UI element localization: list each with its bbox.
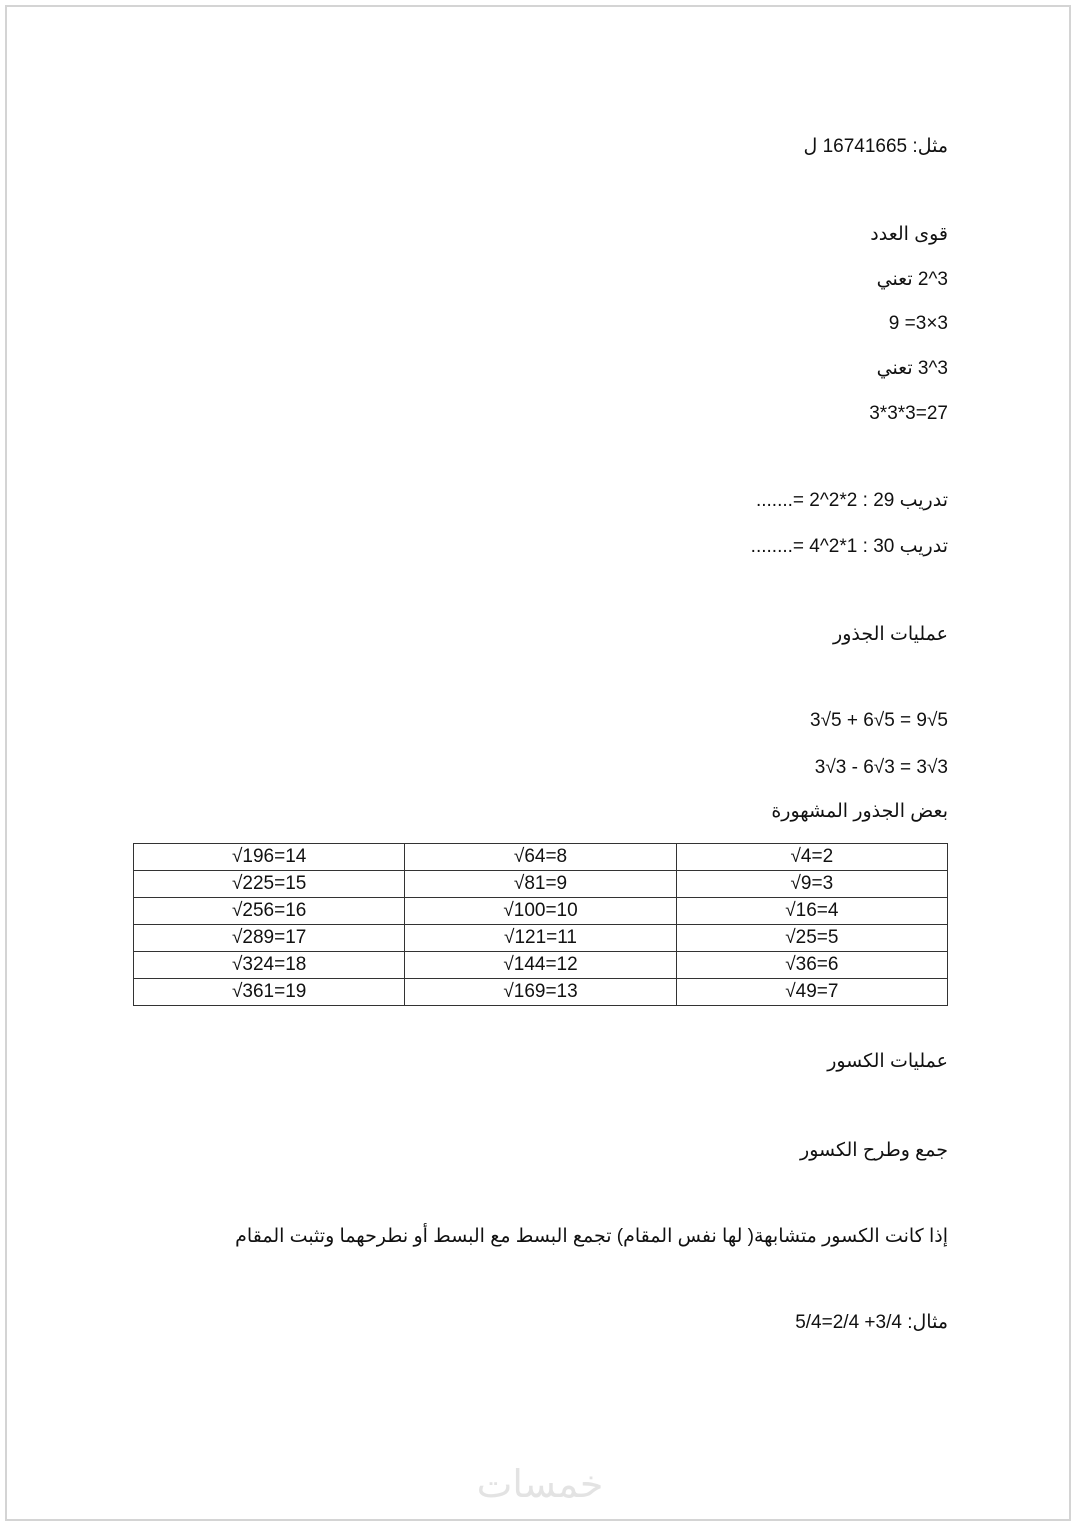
fractions-example: مثال: 3/4+ 2/4=5/4 — [795, 1312, 948, 1333]
table-cell: √4=2 — [676, 844, 947, 871]
table-cell: √81=9 — [405, 871, 676, 898]
table-cell: √121=11 — [405, 925, 676, 952]
table-cell: √49=7 — [676, 979, 947, 1006]
table-row — [134, 952, 948, 979]
roots-heading: عمليات الجذور — [833, 624, 948, 645]
table-cell: √324=18 — [134, 952, 405, 979]
table-cell: √289=17 — [134, 925, 405, 952]
watermark-logo: خمسات — [476, 1464, 604, 1506]
powers-line: 3^2 تعني — [876, 269, 948, 290]
square-roots-table — [133, 843, 948, 1006]
powers-line: 27=3*3*3 — [869, 403, 948, 424]
table-row — [134, 979, 948, 1006]
table-cell: √225=15 — [134, 871, 405, 898]
table-row — [134, 925, 948, 952]
roots-example: 3√3 - 6√3 = 3√3 — [814, 757, 948, 778]
fractions-rule: إذا كانت الكسور متشابهة( لها نفس المقام) تجمع البسط مع البسط أو نطرحهما وتثبت المقام — [235, 1226, 948, 1247]
table-cell: √144=12 — [405, 952, 676, 979]
table-cell: √9=3 — [676, 871, 947, 898]
roots-example: 3√5 + 6√5 = 9√5 — [810, 710, 948, 731]
table-cell: √16=4 — [676, 898, 947, 925]
table-row — [134, 871, 948, 898]
table-cell: √196=14 — [134, 844, 405, 871]
example-line: مثل: 16741665 ل — [803, 136, 948, 157]
table-cell: √64=8 — [405, 844, 676, 871]
exercise-30: تدريب 30 : 1*2^4 =........ — [750, 536, 948, 557]
fractions-heading: عمليات الكسور — [827, 1051, 948, 1072]
table-cell: √169=13 — [405, 979, 676, 1006]
exercise-29: تدريب 29 : 2*2^2 =....... — [755, 490, 948, 511]
table-cell: √100=10 — [405, 898, 676, 925]
table-cell: √25=5 — [676, 925, 947, 952]
powers-line: 3×3= 9 — [888, 313, 948, 334]
fractions-subheading: جمع وطرح الكسور — [800, 1140, 948, 1161]
powers-line: 3^3 تعني — [876, 358, 948, 379]
table-cell: √361=19 — [134, 979, 405, 1006]
table-cell: √256=16 — [134, 898, 405, 925]
table-cell: √36=6 — [676, 952, 947, 979]
table-row — [134, 844, 948, 871]
roots-table-heading: بعض الجذور المشهورة — [771, 801, 948, 822]
powers-heading: قوى العدد — [870, 224, 948, 245]
table-row — [134, 898, 948, 925]
